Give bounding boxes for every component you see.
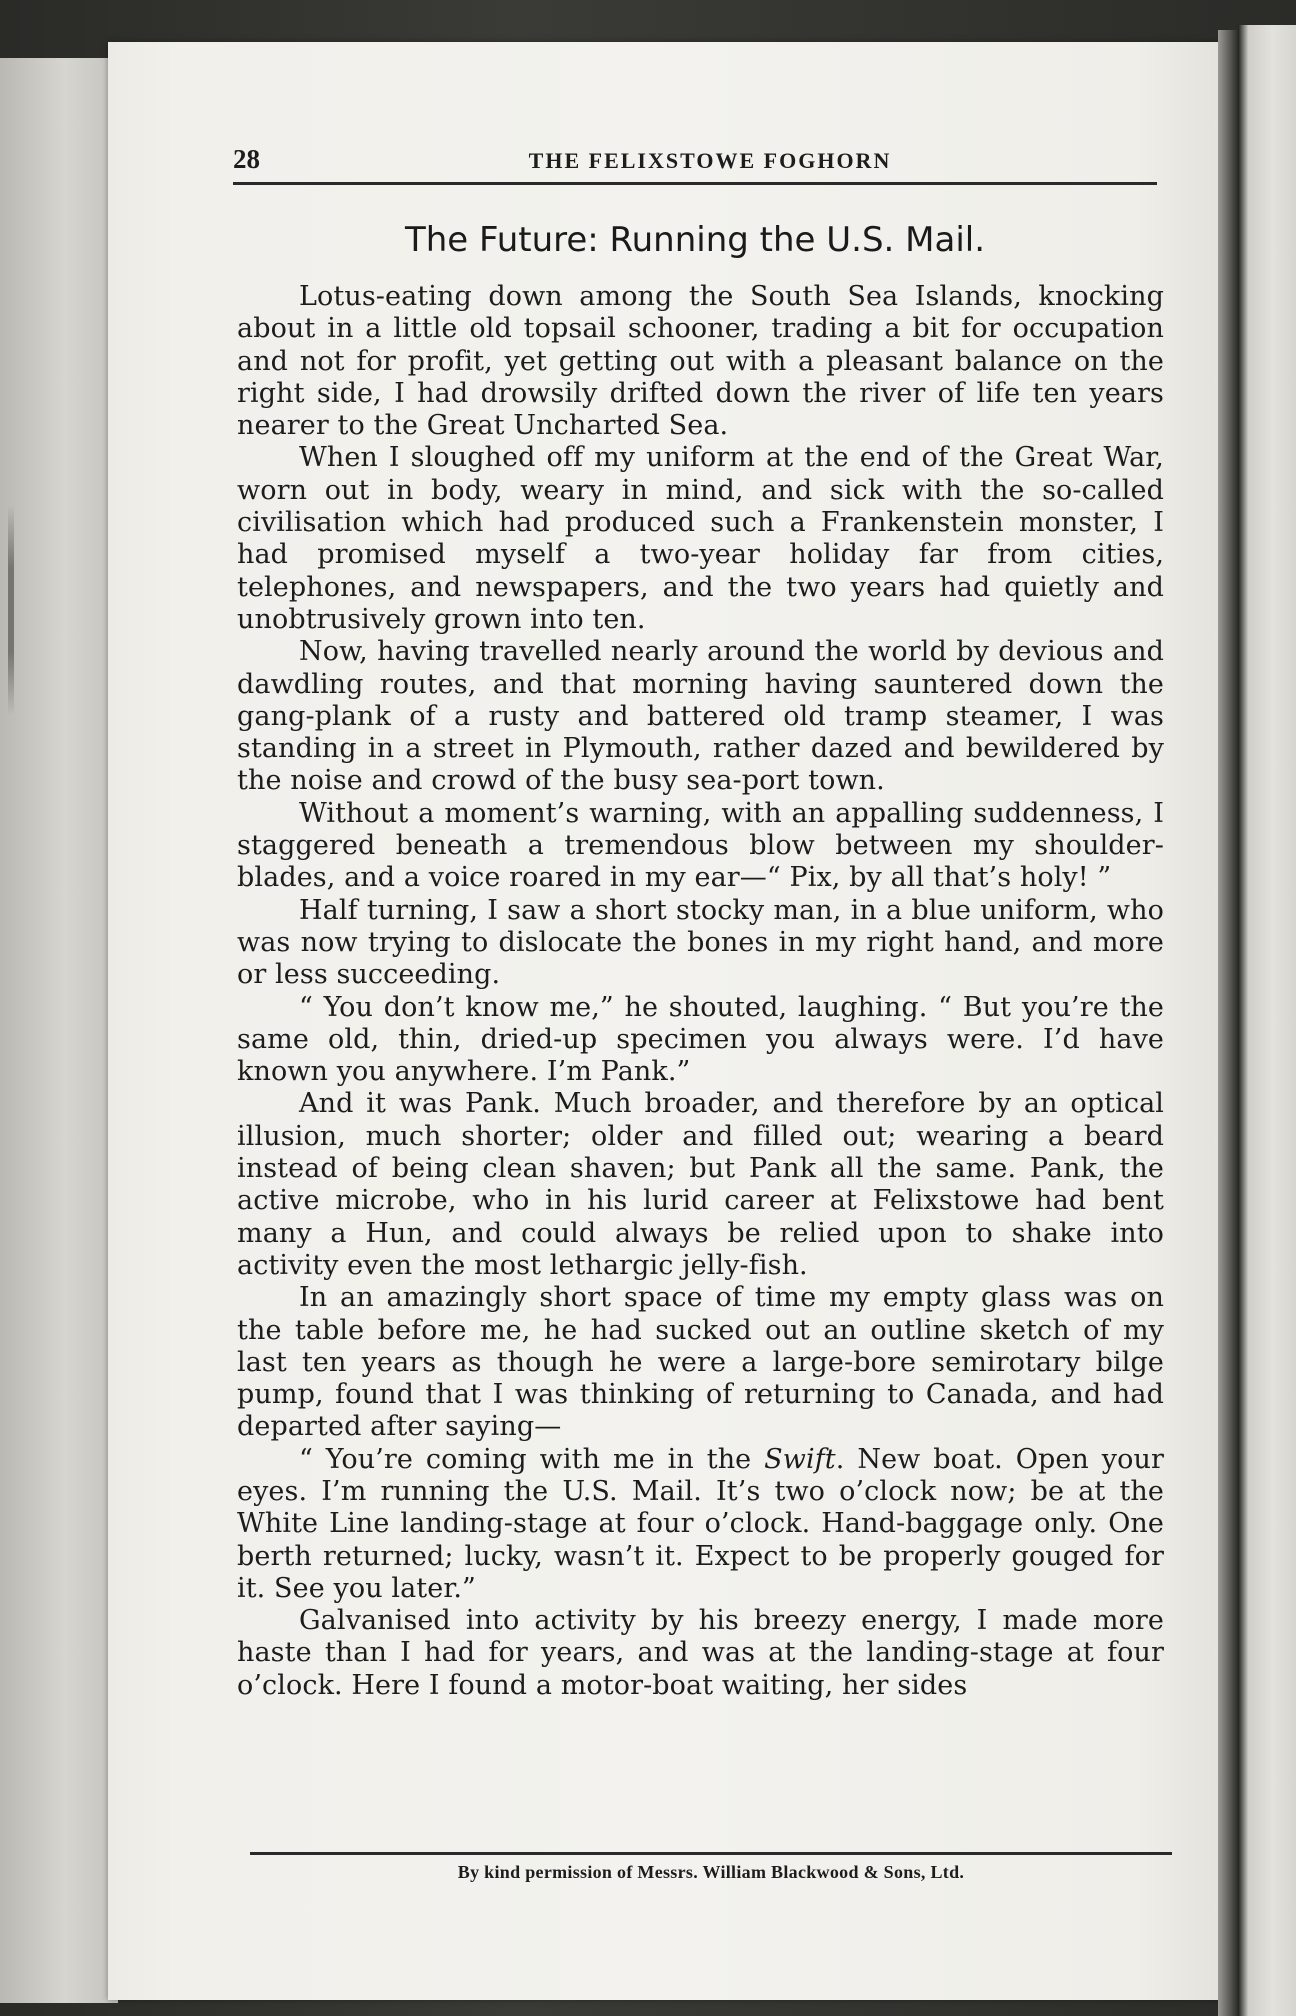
article-title: The Future: Running the U.S. Mail. xyxy=(404,220,986,260)
facing-page-edge xyxy=(0,58,118,2003)
paragraph: Without a moment’s warning, with an appalling suddenness, I staggered beneath a tremendous blow between my shoulder-blades, and a voice roared in my ear—“ Pix, by all that’s holy! ” xyxy=(237,797,1164,894)
ship-name: Swift xyxy=(764,1443,836,1475)
paragraph-swift xyxy=(237,1444,1164,1605)
paragraph-text: “ You’re coming with me in the xyxy=(299,1443,765,1475)
paragraph: Half turning, I saw a short stocky man, in a blue uniform, who was now trying to dislocate the bones in my right hand, and more or less succeeding. xyxy=(237,894,1164,991)
paragraph: Now, having travelled nearly around the world by devious and dawdling routes, and that morning having sauntered down the gang-plank of a rusty and battered old tramp steamer, I was standing in a street in Plymouth, rather dazed and bewildered by the noise and crowd of the busy sea-port town. xyxy=(237,636,1164,797)
paragraph: When I sloughed off my uniform at the end of the Great War, worn out in body, weary in mind, and sick with the so-called civilisation which had produced such a Frankenstein monster, I had promised myself a two-year holiday far from cities, telephones, and newspapers, and the two years had quietly and unobtrusively grown into ten. xyxy=(237,442,1164,635)
page-gutter-shadow xyxy=(1218,30,1238,2016)
margin-mark xyxy=(8,505,14,715)
page-number: 28 xyxy=(233,144,260,174)
paragraph: And it was Pank. Much broader, and therefore by an optical illusion, much shorter; older and filled out; wearing a beard instead of being clean shaven; but Pank all the same. Pank, the active microbe, who in his lurid career at Felixstowe had bent many a Hun, and could always be relied upon to shake into activity even the most lethargic jelly-fish. xyxy=(237,1088,1164,1281)
footnote: By kind permission of Messrs. William Blackwood & Sons, Ltd. xyxy=(457,1862,965,1882)
running-title: THE FELIXSTOWE FOGHORN xyxy=(528,148,892,173)
footnote-rule xyxy=(250,1852,1172,1855)
paragraph-text: . New boat. Open your eyes. I’m running the U.S. Mail. It’s two o’clock now; be at the White Line landing-stage at four o’clock. Hand-baggage only. One berth returned; lucky, wasn’t it. Expect to be properly gouged for it. See you later.” xyxy=(237,1443,1165,1604)
paragraph: Galvanised into activity by his breezy energy, I made more haste than I had for years, and was at the landing-stage at four o’clock. Here I found a motor-boat waiting, her sides xyxy=(237,1605,1164,1701)
article-body xyxy=(237,281,1164,1702)
paragraph: Lotus-eating down among the South Sea Islands, knocking about in a little old topsail schooner, trading a bit for occupation and not for profit, yet getting out with a pleasant balance on the right side, I had drowsily drifted down the river of life ten years nearer to the Great Uncharted Sea. xyxy=(237,281,1164,442)
next-page-edge xyxy=(1238,25,1296,2016)
paragraph: “ You don’t know me,” he shouted, laughing. “ But you’re the same old, thin, dried-up specimen you always were. I’d have known you anywhere. I’m Pank.” xyxy=(237,991,1164,1088)
paragraph: In an amazingly short space of time my empty glass was on the table before me, he had sucked out an outline sketch of my last ten years as though he were a large-bore semirotary bilge pump, found that I was thinking of returning to Canada, and had departed after saying— xyxy=(237,1282,1164,1443)
running-head xyxy=(233,142,1157,185)
